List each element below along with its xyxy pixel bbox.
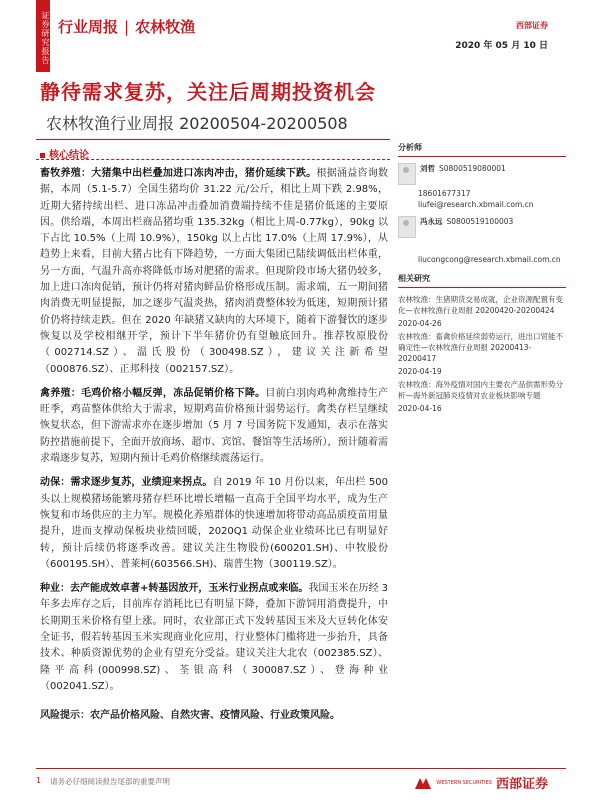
logo-icon [414, 776, 432, 790]
related-date: 2020-04-19 [398, 367, 442, 376]
analyst-heading: 分析师 [398, 143, 422, 152]
logo-english: WESTERN SECURITIES [436, 779, 492, 786]
related-item[interactable]: 农林牧渔：畜禽价格延续弱势运行，进出口贸能不确定性—农林牧渔行业周报 20200413-20200417 [398, 332, 563, 363]
sub-title: 农林牧渔行业周报 20200504-20200508 [46, 114, 348, 133]
analyst-email[interactable]: liucongcong@research.xbmail.com.cn [418, 255, 561, 264]
title-divider [36, 139, 390, 140]
bullet-icon [40, 153, 45, 158]
related-list [398, 294, 566, 414]
brand-name: 西部证券 [516, 21, 548, 30]
report-type-tab: 证券研究报告 [36, 0, 50, 72]
sidebar [398, 142, 566, 416]
logo-chinese: 西部证券 [495, 777, 548, 792]
paragraph-lead: 种业：去产能成效卓著+转基因放开，玉米行业拐点或来临。 [40, 583, 309, 595]
related-item[interactable]: 农林牧渔：生猪期货交易成就，企业资源配置有变化—农林牧渔行业周报 20200420-20200424 [398, 295, 563, 315]
paragraph-text: 目前白羽肉鸡种禽维持生产旺季，鸡苗整体供给大于需求，短期鸡苗价格预计弱势运行。禽类存栏呈继续恢复状态，但下游需求亦在逐步增加（5 月 7 号国务院下发通知，表示在落实防控措施前提下，全面开放商场、超市、宾馆、餐馆等生活场所），预计随着需求端逐步复苏，短期内预计毛鸡价格继续震荡运行。 [40, 387, 389, 465]
paragraph-animal-health [40, 475, 388, 573]
section-heading-text: 核心结论 [49, 150, 89, 161]
paragraph-poultry [40, 386, 388, 467]
analyst-name: 冯永远 [420, 217, 443, 226]
analyst-cert: S0800519100003 [446, 217, 514, 226]
related-heading: 相关研究 [398, 274, 430, 283]
avatar [398, 216, 416, 238]
avatar [398, 163, 416, 185]
analyst-email[interactable]: liufei@research.xbmail.com.cn [418, 200, 534, 209]
footer-disclaimer: 请务必仔细阅读报告尾部的重要声明 [50, 777, 170, 786]
sidebar-divider [398, 287, 566, 288]
sidebar-divider [398, 156, 566, 157]
main-title: 静待需求复苏，关注后周期投资机会 [40, 80, 376, 104]
analyst-entry [398, 163, 566, 185]
page-number: 1 [36, 776, 42, 785]
analyst-name: 刘哲 [420, 164, 435, 173]
report-body [40, 166, 388, 703]
header-title [58, 16, 195, 37]
paragraph-text: 我国玉米在历经 3 年多去库存之后，目前库存消耗比已有明显下降，叠加下游饲用消费提升，中长期期玉米价格有望上涨。同时，农业部正式下发转基因玉米及大豆转化体安全证书，假若转基因玉米实现商业化应用，行业整体门槛将进一步抬升，具备技术、种质资源优势的企业有望充分受益。建议关注大北农（002385.SZ）、隆平高科(000998.SZ)、荃银高科（300087.SZ）、登海种业（002041.SZ）。 [40, 583, 388, 692]
paragraph-livestock [40, 166, 388, 378]
related-item[interactable]: 农林牧渔：海外疫情对国内主要农产品供需形势分析—海外新冠肺炎疫情对农业板块影响专题 [398, 380, 563, 400]
paragraph-lead: 禽养殖：毛鸡价格小幅反弹，冻品促销价格下降。 [40, 387, 266, 399]
paragraph-seed [40, 581, 388, 695]
paragraph-text: 自 2019 年 10 月份以来，年出栏 500 头以上规模猪场能繁母猪存栏环比增长增幅一直高于全国平均水平，成为生产恢复和市场供应的主力军。规模化养殖群体的快速增加将带动高品质疫苗用量提升，进而支撑动保板块业绩回暖，2020Q1 动保企业业绩环比已有明显好转，预计后续仍将逐季改善。建议关注生物股份(600201.SH)、中牧股份（600195.SH）、普莱柯(603566.SH)、瑞普生物（300119.SZ）。 [40, 477, 389, 570]
report-category: 行业周报 [58, 18, 119, 36]
analyst-entry [398, 216, 566, 238]
paragraph-text: 根据涌益咨询数据，本周（5.1-5.7）全国生猪均价 31.22 元/公斤，相比上周下跌 2.98%，近期大猪持续出栏、进口冻品冲击叠加消费端持续不佳是猪价低迷的主要原因。供给端，本周出栏商品猪均重 135.32kg（相比上周-0.77kg），90kg 以下占比 10.5%（上周 10.9%），150kg 以上占比 17.0%（上周 17.9%），从趋势上来看，目前大猪占比有下降趋势，一方面大集团已陆续调低出栏体重，另一方面，气温升高亦将降低市场对肥猪的需求。但现阶段市场大猪仍较多，加上进口冻肉促销，预计仍将对猪肉鲜品价格形成压制。需求端，五一期间猪肉消费无明显提振，加之逐步气温炎热，猪肉消费整体较为低迷，短期预计猪价仍将持续走跌。但在 2020 年缺猪又缺肉的大环境下，随着下游餐饮的逐步恢复以及学校相继开学，预计下半年猪价仍有望触底回升。推荐牧原股份（002714.SZ）、温氏股份（300498.SZ），建议关注新希望（000876.SZ）、正邦科技（002157.SZ）。 [40, 168, 389, 375]
paragraph-lead: 畜牧养殖：大猪集中出栏叠加进口冻肉冲击，猪价延续下跌。 [40, 168, 317, 179]
footer-divider [36, 768, 566, 769]
footer-logo [414, 773, 548, 792]
risk-warning: 风险提示：农产品价格风险、自然灾害、疫情风险、行业政策风险。 [40, 710, 340, 721]
section-divider [36, 159, 390, 161]
report-industry: 农林牧渔 [135, 18, 196, 36]
related-date: 2020-04-16 [398, 404, 442, 413]
analyst-phone: 18601677317 [418, 189, 471, 198]
related-date: 2020-04-26 [398, 319, 442, 328]
paragraph-lead: 动保：需求逐步复苏，业绩迎来拐点。 [40, 477, 213, 489]
analyst-cert: S0800519080001 [439, 164, 506, 173]
report-date: 2020 年 05 月 10 日 [455, 41, 548, 51]
header-separator: | [124, 18, 130, 36]
